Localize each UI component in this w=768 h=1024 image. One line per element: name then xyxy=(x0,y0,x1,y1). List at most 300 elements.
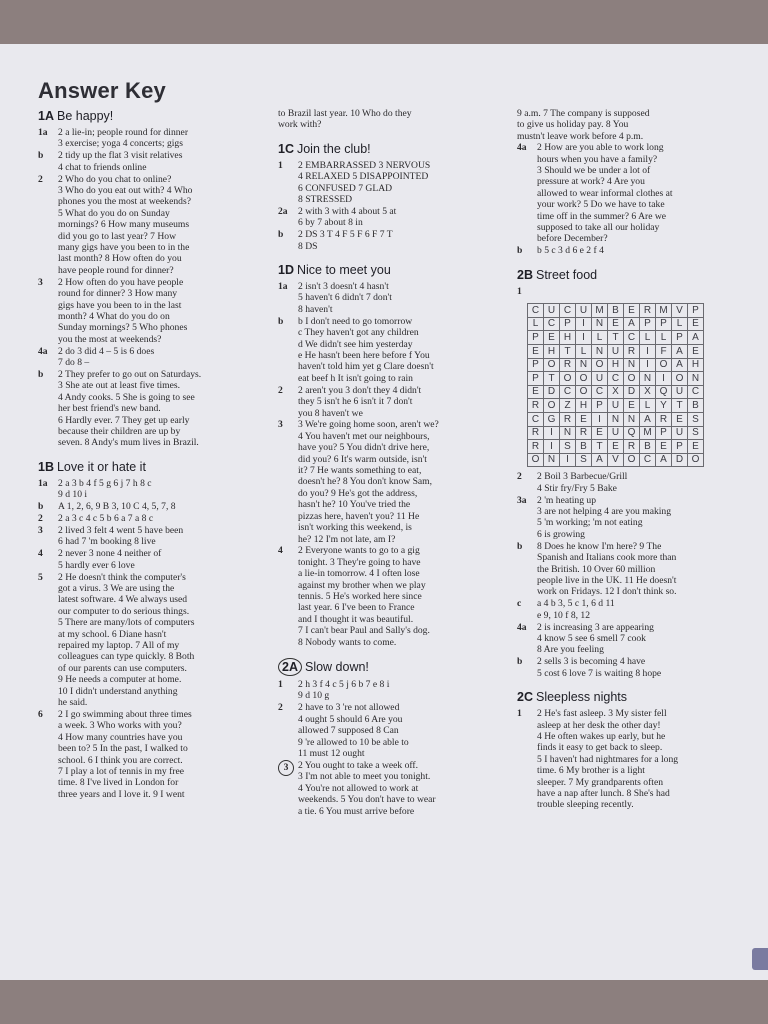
text-line: asleep at her desk the other day! xyxy=(537,719,661,731)
text-line: 5 What do you do on Sunday xyxy=(58,207,170,219)
item-text xyxy=(537,245,749,256)
answer-item xyxy=(517,495,749,541)
grid-cell: O xyxy=(544,358,560,372)
grid-cell: E xyxy=(544,331,560,345)
grid-cell: R xyxy=(640,304,656,318)
text-line: because their children are up by xyxy=(58,426,181,438)
grid-cell: V xyxy=(608,453,624,467)
grid-row xyxy=(528,385,704,399)
grid-cell: E xyxy=(672,412,688,426)
grid-cell: U xyxy=(608,426,624,440)
answer-item xyxy=(517,471,749,494)
grid-cell: C xyxy=(544,317,560,331)
grid-cell: L xyxy=(640,331,656,345)
word-search-grid xyxy=(527,303,727,467)
grid-cell: U xyxy=(672,385,688,399)
item-text xyxy=(58,709,263,800)
item-number: 4a xyxy=(517,621,527,633)
text-line: round for dinner? 3 How many xyxy=(58,288,178,300)
answer-item xyxy=(38,501,263,512)
text-line: pizzas here, haven't you? 11 He xyxy=(298,510,420,522)
text-line: do you? 9 He's got the address, xyxy=(298,487,418,499)
text-line: isn't working this weekend, is xyxy=(298,522,412,534)
grid-cell: C xyxy=(640,453,656,467)
text-line: tonight. 3 They're going to have xyxy=(298,556,421,568)
answer-item xyxy=(517,622,749,656)
grid-cell: I xyxy=(544,440,560,454)
text-line: before December? xyxy=(537,233,608,245)
text-line: a lie-in tomorrow. 4 I often lose xyxy=(298,568,420,580)
text-line: 2 never 3 none 4 neither of xyxy=(58,548,162,560)
text-line: supposed to take all our holiday xyxy=(537,222,660,234)
grid-cell: U xyxy=(608,399,624,413)
answer-item xyxy=(38,709,263,800)
section-2a-items xyxy=(278,679,510,817)
grid-cell: Q xyxy=(656,385,672,399)
text-line: 5 I haven't had nightmares for a long xyxy=(537,753,679,765)
text-line: doesn't he? 8 You don't know Sam, xyxy=(298,476,433,488)
grid-cell: E xyxy=(688,344,704,358)
grid-cell: H xyxy=(576,399,592,413)
grid-cell: L xyxy=(576,344,592,358)
grid-cell: O xyxy=(672,372,688,386)
text-line: gigs have you been to in the last xyxy=(58,299,182,311)
item-text xyxy=(298,281,510,315)
item-number: 4 xyxy=(38,548,43,560)
item-text xyxy=(58,513,263,524)
text-line: b I don't need to go tomorrow xyxy=(298,315,413,327)
text-line: last year. 6 I've been to France xyxy=(298,602,415,614)
text-line: Sunday mornings? 5 Who phones xyxy=(58,322,188,334)
grid-cell: V xyxy=(672,304,688,318)
text-line: 2 lived 3 felt 4 went 5 have been xyxy=(58,525,184,536)
section-2a-continued-items xyxy=(517,142,749,257)
text-line: 9 're allowed to 10 be able to xyxy=(298,736,409,748)
text-line: 4 know 5 see 6 smell 7 cook xyxy=(537,633,646,644)
text-line: it? 7 He wants something to eat, xyxy=(298,465,422,477)
text-line: month? 4 What do you do on xyxy=(58,311,170,322)
text-line: 2 h 3 f 4 c 5 j 6 b 7 e 8 i xyxy=(298,679,390,691)
grid-cell: C xyxy=(592,385,608,399)
grid-cell: N xyxy=(592,344,608,358)
text-line: 2 do 3 did 4 – 5 is 6 does xyxy=(58,345,155,357)
text-line: 2 You ought to take a week off. xyxy=(298,759,418,771)
grid-cell: E xyxy=(656,440,672,454)
continued-text xyxy=(517,108,749,142)
grid-cell: N xyxy=(608,412,624,426)
grid-cell: A xyxy=(688,331,704,345)
grid-row xyxy=(528,358,704,372)
grid-cell: P xyxy=(688,304,704,318)
grid-cell: R xyxy=(656,412,672,426)
item-number: b xyxy=(517,656,523,668)
grid-cell: Z xyxy=(560,399,576,413)
section-heading-2b: 2B Street food xyxy=(517,267,598,282)
answer-item xyxy=(38,572,263,709)
grid-cell: E xyxy=(608,440,624,454)
grid-cell: B xyxy=(688,399,704,413)
text-line: your work? 5 Do we have to take xyxy=(537,199,665,211)
item-number: 1 xyxy=(278,159,283,171)
answer-item xyxy=(517,245,749,256)
grid-cell: I xyxy=(560,453,576,467)
text-line: 6 Hardly ever. 7 They get up early xyxy=(58,414,190,426)
text-line: 9 He needs a computer at home. xyxy=(58,674,182,686)
grid-cell: P xyxy=(592,399,608,413)
text-line: phones you the most at weekends? xyxy=(58,196,191,208)
grid-cell: H xyxy=(608,358,624,372)
answer-item xyxy=(278,545,510,648)
answer-item xyxy=(278,206,510,229)
column-2 xyxy=(278,108,510,817)
word-search-item xyxy=(517,286,749,297)
grid-cell: N xyxy=(560,426,576,440)
text-line: mornings? 6 How many museums xyxy=(58,219,190,231)
item-number: 2 xyxy=(38,173,43,185)
text-line: 6 is growing xyxy=(537,528,585,540)
grid-cell: C xyxy=(560,304,576,318)
item-number: 5 xyxy=(38,571,43,583)
answer-item xyxy=(517,708,749,811)
text-line: 2 isn't 3 doesn't 4 hasn't xyxy=(298,281,389,293)
grid-cell: R xyxy=(560,412,576,426)
item-number: 1a xyxy=(38,127,48,138)
section-heading-2a: 2A Slow down! xyxy=(278,658,510,676)
text-line: haven't told him yet g Clare doesn't xyxy=(298,361,434,373)
item-text xyxy=(298,702,510,759)
grid-cell: M xyxy=(640,426,656,440)
item-number: 1 xyxy=(517,285,522,297)
item-number: b xyxy=(517,540,523,552)
item-text xyxy=(537,656,749,679)
text-line: allowed 7 supposed 8 Can xyxy=(298,725,399,737)
grid-cell: M xyxy=(592,304,608,318)
item-number: 2 xyxy=(517,471,522,483)
text-line: have you? 5 You didn't drive here, xyxy=(298,442,430,454)
grid-cell: N xyxy=(576,358,592,372)
grid-cell: I xyxy=(592,412,608,426)
text-line: hasn't he? 10 You've tried the xyxy=(298,499,411,511)
grid-cell: R xyxy=(576,426,592,440)
grid-cell: C xyxy=(528,412,544,426)
grid-cell: X xyxy=(640,385,656,399)
grid-cell: I xyxy=(576,331,592,345)
answer-item xyxy=(38,277,263,345)
text-line: 5 There are many/lots of computers xyxy=(58,617,195,629)
grid-cell: O xyxy=(560,372,576,386)
text-line: colleagues can type quickly. 8 Both xyxy=(58,651,195,663)
text-line: 6 CONFUSED 7 GLAD xyxy=(298,182,393,194)
text-line: time. 6 My brother is a light xyxy=(537,765,645,777)
item-text xyxy=(537,708,749,811)
text-line: many gigs have you been to in the xyxy=(58,242,190,254)
continued-text xyxy=(278,108,510,131)
text-line: 8 Nobody wants to come. xyxy=(298,636,397,648)
item-number: 3 xyxy=(38,276,43,288)
answer-item xyxy=(517,598,749,621)
grid-cell: R xyxy=(528,426,544,440)
section-heading-1a: 1A Be happy! xyxy=(38,109,114,123)
text-line: b 5 c 3 d 6 e 2 f 4 xyxy=(537,245,604,257)
text-line: 3 We're going home soon, aren't we? xyxy=(298,419,439,431)
grid-cell: T xyxy=(608,331,624,345)
grid-cell: P xyxy=(528,358,544,372)
text-line: at my school. 6 Diane hasn't xyxy=(58,628,167,640)
grid-row xyxy=(528,372,704,386)
item-text xyxy=(58,127,263,150)
grid-cell: P xyxy=(560,317,576,331)
item-text xyxy=(298,385,510,419)
item-number: c xyxy=(517,598,522,610)
answer-item xyxy=(517,541,749,598)
grid-cell: N xyxy=(624,412,640,426)
text-line: to Brazil last year. 10 Who do they xyxy=(278,108,412,119)
item-text xyxy=(58,572,263,709)
text-line: pressure at work? 4 Are you xyxy=(537,176,645,188)
text-line: 4 How many countries have you xyxy=(58,731,183,743)
text-line: our computer to do serious things. xyxy=(58,605,190,617)
text-line: 8 haven't xyxy=(298,303,333,315)
grid-row xyxy=(528,426,704,440)
text-line: 3 exercise; yoga 4 concerts; gigs xyxy=(58,138,183,150)
text-line: 2 sells 3 is becoming 4 have xyxy=(537,656,646,668)
text-line: 7 I can't bear Paul and Sally's dog. xyxy=(298,625,430,637)
item-text xyxy=(298,229,510,252)
grid-row xyxy=(528,317,704,331)
text-line: the British. 10 Over 60 million xyxy=(537,563,656,575)
item-text xyxy=(58,501,263,512)
text-line: latest software. 4 We always used xyxy=(58,594,188,606)
text-line: work on Fridays. 12 I don't think so. xyxy=(537,586,677,598)
text-line: 2 I go swimming about three times xyxy=(58,709,192,720)
item-number: 2 xyxy=(278,384,283,396)
text-line: finds it easy to get back to sleep. xyxy=(537,742,663,754)
text-line: 2 a lie-in; people round for dinner xyxy=(58,127,189,138)
text-line: 2 'm heating up xyxy=(537,494,597,506)
item-text xyxy=(298,316,510,384)
text-line: e 9, 10 f 8, 12 xyxy=(537,609,591,621)
answer-item xyxy=(278,316,510,384)
item-number: 3 xyxy=(38,525,43,536)
grid-cell: E xyxy=(624,304,640,318)
text-line: c They haven't got any children xyxy=(298,327,419,339)
item-text xyxy=(537,622,749,656)
item-number: 1a xyxy=(38,477,48,489)
answer-item xyxy=(278,385,510,419)
answer-item xyxy=(517,142,749,245)
text-line: time off in the summer? 6 Are we xyxy=(537,210,667,222)
grid-cell: R xyxy=(528,440,544,454)
grid-cell: I xyxy=(576,317,592,331)
item-number: 2 xyxy=(278,702,283,714)
item-text xyxy=(58,174,263,277)
item-number: 3 xyxy=(278,760,294,776)
item-text xyxy=(298,206,510,229)
grid-cell: O xyxy=(576,385,592,399)
text-line: e He hasn't been here before f You xyxy=(298,350,430,361)
grid-cell: A xyxy=(656,453,672,467)
text-line: 11 must 12 ought xyxy=(298,748,365,759)
item-text xyxy=(537,495,749,541)
answer-key-page xyxy=(0,44,768,980)
grid-cell: C xyxy=(528,304,544,318)
grid-cell: R xyxy=(528,399,544,413)
text-line: got a virus. 3 We are using the xyxy=(58,583,175,595)
answer-item xyxy=(38,346,263,369)
grid-row xyxy=(528,304,704,318)
grid-cell: P xyxy=(672,331,688,345)
text-line: tennis. 5 He's worked here since xyxy=(298,591,422,603)
grid-cell: A xyxy=(672,344,688,358)
column-3 xyxy=(517,108,749,811)
grid-cell: R xyxy=(560,358,576,372)
text-line: 2 Everyone wants to go to a gig xyxy=(298,545,420,557)
text-line: 5 hardly ever 6 love xyxy=(58,559,135,571)
section-1a-items xyxy=(38,127,263,449)
grid-cell: L xyxy=(640,399,656,413)
grid-cell: U xyxy=(544,304,560,318)
grid-cell: O xyxy=(688,453,704,467)
text-line: 3 She ate out at least five times. xyxy=(58,380,181,392)
text-line: work with? xyxy=(278,119,322,131)
column-1 xyxy=(38,108,263,801)
grid-cell: L xyxy=(656,331,672,345)
grid-row xyxy=(528,412,704,426)
grid-cell: O xyxy=(576,372,592,386)
text-line: a 4 b 3, 5 c 1, 6 d 11 xyxy=(537,598,615,610)
grid-cell: O xyxy=(624,372,640,386)
item-text xyxy=(537,541,749,598)
answer-item xyxy=(38,127,263,150)
text-line: Spanish and Italians cook more than xyxy=(537,552,677,564)
item-number: 6 xyxy=(38,709,43,720)
text-line: 4 chat to friends online xyxy=(58,161,147,173)
text-line: 2 a 3 c 4 c 5 b 6 a 7 a 8 c xyxy=(58,513,154,525)
item-text xyxy=(537,598,749,621)
text-line: been to? 5 In the past, I walked to xyxy=(58,743,188,755)
grid-cell: I xyxy=(640,344,656,358)
text-line: d We didn't see him yesterday xyxy=(298,338,413,350)
text-line: sleeper. 7 My grandparents often xyxy=(537,776,664,788)
text-line: and I thought it was beautiful. xyxy=(298,613,414,625)
item-number: 3 xyxy=(278,419,283,431)
section-heading-1b: 1B Love it or hate it xyxy=(38,459,146,474)
grid-cell: C xyxy=(560,385,576,399)
item-text xyxy=(537,142,749,245)
answer-item xyxy=(38,548,263,571)
item-number: b xyxy=(38,501,44,513)
grid-cell: N xyxy=(592,317,608,331)
text-line: 2 tidy up the flat 3 visit relatives xyxy=(58,150,183,162)
grid-cell: S xyxy=(688,426,704,440)
grid-cell: U xyxy=(592,372,608,386)
item-number: b xyxy=(517,245,523,257)
item-number: 3a xyxy=(517,494,527,506)
text-line: 4 You haven't met our neighbours, xyxy=(298,430,430,442)
text-line: 10 I didn't understand anything xyxy=(58,685,178,697)
grid-cell: T xyxy=(544,372,560,386)
section-2b-items xyxy=(517,471,749,679)
text-line: 8 Does he know I'm here? 9 The xyxy=(537,540,662,552)
text-line: he said. xyxy=(58,697,88,709)
section-heading-2c: 2C Sleepless nights xyxy=(517,690,628,705)
text-line: 8 Are you feeling xyxy=(537,644,604,656)
grid-cell: D xyxy=(624,385,640,399)
grid-cell: P xyxy=(528,372,544,386)
item-number: b xyxy=(38,150,44,162)
text-line: did you? 6 It's warm outside, isn't xyxy=(298,453,427,465)
text-line: 2 is increasing 3 are appearing xyxy=(537,621,654,633)
section-heading-1c: 1C Join the club! xyxy=(278,141,371,156)
text-line: 8 STRESSED xyxy=(298,194,353,206)
text-line: to give us holiday pay. 8 You xyxy=(517,119,629,131)
grid-cell: X xyxy=(608,385,624,399)
answer-item xyxy=(278,760,510,817)
text-line: 2 EMBARRASSED 3 NERVOUS xyxy=(298,159,431,171)
text-line: 4 RELAXED 5 DISAPPOINTED xyxy=(298,171,429,183)
text-line: mustn't leave work before 4 p.m. xyxy=(517,130,644,142)
grid-cell: P xyxy=(528,331,544,345)
grid-cell: A xyxy=(592,453,608,467)
text-line: 6 had 7 'm booking 8 live xyxy=(58,536,156,548)
text-line: 2 DS 3 T 4 F 5 F 6 F 7 T xyxy=(298,229,393,241)
text-line: 2 aren't you 3 don't they 4 didn't xyxy=(298,384,422,396)
item-text xyxy=(58,478,263,501)
grid-row xyxy=(528,344,704,358)
text-line: 4 ought 5 should 6 Are you xyxy=(298,713,403,725)
grid-cell: Q xyxy=(624,426,640,440)
answer-item xyxy=(38,525,263,548)
grid-cell: I xyxy=(640,358,656,372)
grid-row xyxy=(528,331,704,345)
grid-row xyxy=(528,453,704,467)
text-line: 2 How often do you have people xyxy=(58,276,184,288)
text-line: 5 cost 6 love 7 is waiting 8 hope xyxy=(537,667,662,679)
answer-item xyxy=(278,281,510,315)
item-text xyxy=(298,545,510,648)
grid-cell: I xyxy=(544,426,560,440)
grid-cell: E xyxy=(592,426,608,440)
text-line: 4 Andy cooks. 5 She is going to see xyxy=(58,391,195,403)
grid-cell: N xyxy=(624,358,640,372)
item-number: 4a xyxy=(517,142,527,154)
item-number: 4a xyxy=(38,345,48,357)
text-line: 2 Who do you chat to online? xyxy=(58,173,172,185)
text-line: people live in the UK. 11 He doesn't xyxy=(537,574,677,586)
grid-cell: G xyxy=(544,412,560,426)
text-line: against my brother when we play xyxy=(298,579,426,591)
text-line: 2 How are you able to work long xyxy=(537,142,664,154)
grid-cell: E xyxy=(624,399,640,413)
text-line: 6 by 7 about 8 in xyxy=(298,217,363,229)
grid-cell: D xyxy=(672,453,688,467)
item-number: 2 xyxy=(38,513,43,525)
grid-cell: T xyxy=(672,399,688,413)
item-text xyxy=(58,150,263,173)
grid-cell: N xyxy=(688,372,704,386)
grid-cell: S xyxy=(576,453,592,467)
grid-cell: H xyxy=(544,344,560,358)
text-line: 2 have to 3 're not allowed xyxy=(298,702,400,714)
text-line: you the most at weekends? xyxy=(58,333,162,345)
grid-cell: C xyxy=(624,331,640,345)
text-line: 4 You're not allowed to work at xyxy=(298,782,419,794)
answer-item xyxy=(38,174,263,277)
grid-cell: T xyxy=(560,344,576,358)
grid-cell: L xyxy=(528,317,544,331)
section-1d-items xyxy=(278,281,510,648)
grid-cell: E xyxy=(528,344,544,358)
